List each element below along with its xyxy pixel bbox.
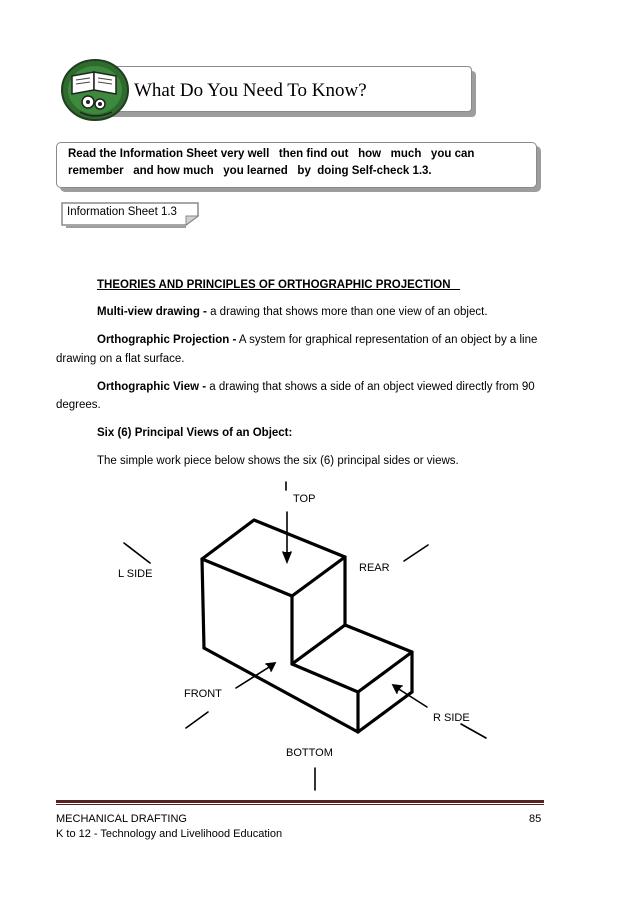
- label-bottom: BOTTOM: [286, 747, 333, 759]
- info-sheet-label: Information Sheet 1.3: [67, 206, 177, 218]
- reading-student-icon: [58, 56, 132, 122]
- subheading-six-views: Six (6) Principal Views of an Object:: [97, 427, 293, 439]
- definition-text: a drawing that shows a side of an object viewed directly from 90: [206, 381, 535, 393]
- term: Orthographic View -: [97, 381, 207, 393]
- term: Orthographic Projection -: [97, 334, 237, 346]
- label-rear: REAR: [359, 562, 390, 574]
- definition-orthographic-projection: [97, 331, 545, 350]
- instruction-line-1: Read the Information Sheet very well then find out how much you can: [68, 148, 475, 160]
- page-number: 85: [529, 813, 542, 825]
- intro-sentence: The simple work piece below shows the six (6) principal sides or views.: [97, 455, 459, 467]
- definition-orthographic-view: [97, 378, 545, 397]
- footer-program: K to 12 - Technology and Livelihood Education: [56, 828, 283, 840]
- label-left-side: L SIDE: [118, 568, 153, 580]
- definition-text: a drawing that shows more than one view of an object.: [206, 306, 488, 318]
- section-heading: THEORIES AND PRINCIPLES OF ORTHOGRAPHIC PROJECTION: [97, 279, 461, 291]
- definition-continuation: degrees.: [56, 399, 101, 411]
- label-top: TOP: [293, 493, 316, 505]
- page-title: What Do You Need To Know?: [134, 80, 367, 101]
- instruction-line-2: remember and how much you learned by doing Self-check 1.3.: [68, 165, 432, 177]
- definition-multiview: [97, 303, 488, 322]
- footer-rule: [56, 800, 544, 803]
- term: Multi-view drawing -: [97, 306, 207, 318]
- footer-rule-thin: [56, 804, 544, 805]
- definition-text: A system for graphical representation of an object by a line: [236, 334, 538, 346]
- footer-course: MECHANICAL DRAFTING: [56, 813, 187, 825]
- label-right-side: R SIDE: [433, 712, 470, 724]
- label-front: FRONT: [184, 688, 222, 700]
- definition-continuation: drawing on a flat surface.: [56, 353, 185, 365]
